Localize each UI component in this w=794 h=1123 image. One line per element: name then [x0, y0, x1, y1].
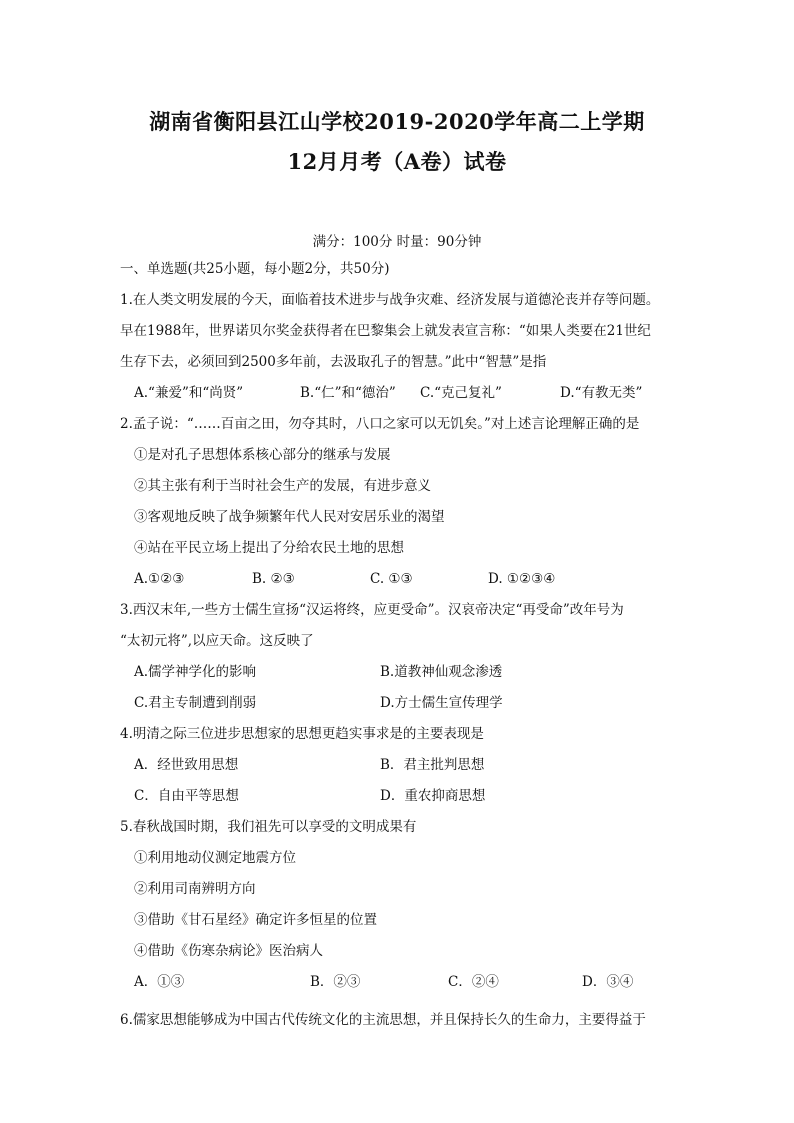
question-5-item-3: ③借助《甘石星经》确定许多恒星的位置 [134, 912, 377, 928]
question-4-option-a: A．经世致用思想 [134, 757, 239, 773]
question-2-item-2: ②其主张有利于当时社会生产的发展，有进步意义 [134, 478, 431, 494]
question-3-option-c: C.君主专制遭到削弱 [134, 695, 257, 711]
exam-title-line2: 12月月考（A卷）试卷 [287, 149, 507, 174]
question-3-option-a: A.儒学神学化的影响 [134, 664, 257, 680]
question-2-stem: 2.孟子说：“……百亩之田，勿夺其时，八口之家可以无饥矣。”对上述言论理解正确的是 [120, 416, 640, 432]
exam-title-line1: 湖南省衡阳县江山学校2019-2020学年高二上学期 [149, 109, 645, 134]
question-2-option-d: D. ①②③④ [488, 571, 556, 587]
question-1-stem-line3: 生存下去，必须回到2500多年前，去汲取孔子的智慧。”此中“智慧”是指 [120, 354, 547, 370]
question-3-stem-line1: 3.西汉末年,一些方士儒生宣扬“汉运将终，应更受命”。汉哀帝决定“再受命”改年号为 [120, 602, 624, 618]
question-5-item-1: ①利用地动仪测定地震方位 [134, 850, 296, 866]
question-1-stem-line1: 1.在人类文明发展的今天，面临着技术进步与战争灾难、经济发展与道德沦丧并存等问题。 [120, 292, 660, 308]
question-1-stem-line2: 早在1988年，世界诺贝尔奖金获得者在巴黎集会上就发表宣言称：“如果人类要在21世纪 [120, 323, 651, 339]
question-4-option-d: D．重农抑商思想 [380, 788, 486, 804]
question-5-stem: 5.春秋战国时期，我们祖先可以享受的文明成果有 [120, 819, 417, 835]
question-4-option-c: C．自由平等思想 [134, 788, 239, 804]
question-1-option-d: D.“有教无类” [560, 385, 643, 401]
question-2-item-4: ④站在平民立场上提出了分给农民土地的思想 [134, 540, 404, 556]
question-5-option-b: B．②③ [310, 974, 361, 990]
question-5-item-2: ②利用司南辨明方向 [134, 881, 256, 897]
exam-info: 满分：100分 时量：90分钟 [312, 234, 482, 250]
question-5-item-4: ④借助《伤寒杂病论》医治病人 [134, 943, 323, 959]
question-3-option-d: D.方士儒生宣传理学 [380, 695, 503, 711]
question-2-option-c: C. ①③ [370, 571, 413, 587]
question-5-option-d: D．③④ [582, 974, 634, 990]
question-4-option-b: B．君主批判思想 [380, 757, 485, 773]
question-2-item-3: ③客观地反映了战争频繁年代人民对安居乐业的渴望 [134, 509, 445, 525]
question-3-stem-line2: “太初元将”,以应天命。这反映了 [120, 633, 314, 649]
question-5-option-c: C．②④ [448, 974, 499, 990]
question-1-option-c: C.“克己复礼” [420, 385, 502, 401]
question-1-option-b: B.“仁”和“德治” [300, 385, 396, 401]
question-5-option-a: A．①③ [134, 974, 185, 990]
question-2-option-b: B. ②③ [252, 571, 295, 587]
question-2-item-1: ①是对孔子思想体系核心部分的继承与发展 [134, 447, 391, 463]
section-heading: 一、单选题(共25小题，每小题2分，共50分) [120, 261, 390, 277]
question-2-option-a: A.①②③ [134, 571, 185, 587]
question-1-option-a: A.“兼爱”和“尚贤” [134, 385, 244, 401]
question-4-stem: 4.明清之际三位进步思想家的思想更趋实事求是的主要表现是 [120, 726, 484, 742]
question-3-option-b: B.道教神仙观念渗透 [380, 664, 503, 680]
question-6-stem: 6.儒家思想能够成为中国古代传统文化的主流思想，并且保持长久的生命力，主要得益于 [120, 1012, 646, 1028]
